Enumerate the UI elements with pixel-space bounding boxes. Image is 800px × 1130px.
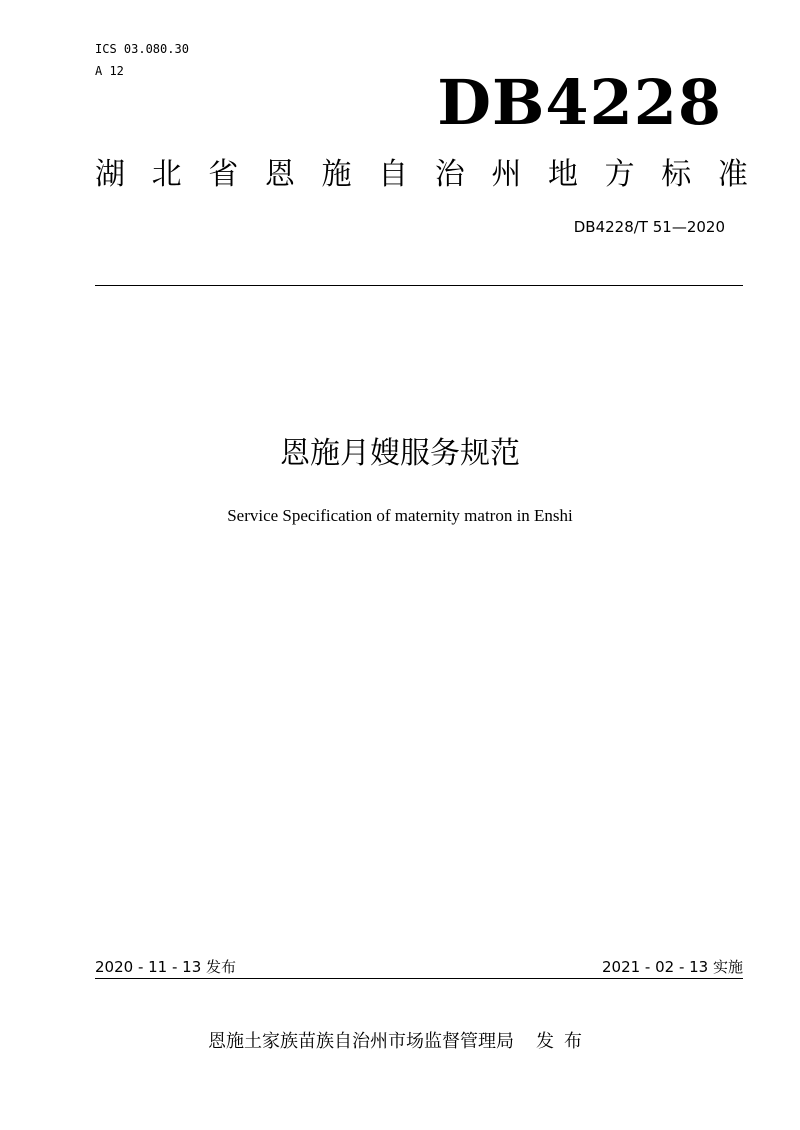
standard-type-char: 自 <box>378 157 409 192</box>
standard-type-char: 治 <box>434 157 465 192</box>
standard-type-char: 准 <box>717 157 748 192</box>
publisher-action: 发布 <box>536 1031 592 1052</box>
publisher-name: 恩施土家族苗族自治州市场监督管理局 <box>208 1031 514 1052</box>
standard-type-char: 省 <box>208 157 239 192</box>
standard-type-char: 标 <box>661 157 692 192</box>
standard-type-char: 恩 <box>264 157 295 192</box>
standard-type-char: 地 <box>548 157 578 192</box>
standard-type-char: 施 <box>321 157 352 192</box>
document-title-en: Service Specification of maternity matron in Enshi <box>227 506 573 525</box>
bottom-divider <box>95 978 743 979</box>
standard-number: DB4228/T 51—2020 <box>573 218 725 236</box>
standard-type-char: 州 <box>491 157 522 192</box>
category-code: A 12 <box>95 64 124 78</box>
issue-date: 2020 - 11 - 13 发布 <box>95 958 237 976</box>
ics-code: ICS 03.080.30 <box>95 42 189 56</box>
top-divider <box>95 285 743 286</box>
standard-type-heading <box>95 155 748 195</box>
standard-type-char: 北 <box>151 157 182 192</box>
standard-type-char: 湖 <box>95 157 125 192</box>
standard-type-char: 方 <box>604 157 635 192</box>
document-title-cn: 恩施月嫂服务规范 <box>280 436 520 471</box>
publisher-line <box>0 1030 800 1054</box>
implementation-date: 2021 - 02 - 13 实施 <box>601 958 743 976</box>
standard-brand-code: DB4228 <box>437 66 722 139</box>
